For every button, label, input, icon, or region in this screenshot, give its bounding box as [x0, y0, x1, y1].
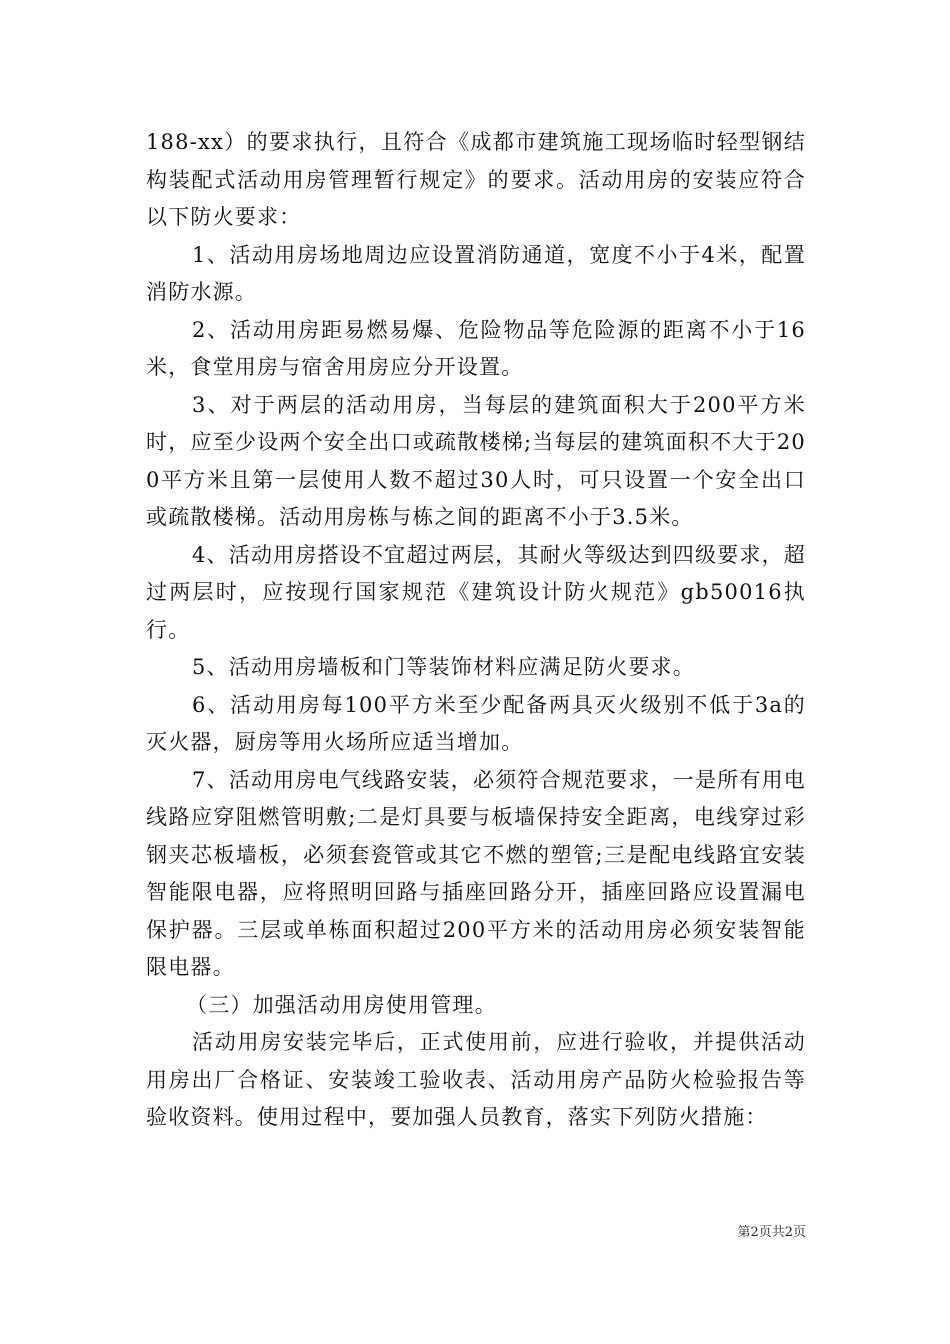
paragraph-item-6: 6、活动用房每100平方米至少配备两具灭火级别不低于3a的灭火器，厨房等用火场所应适当增加。	[146, 692, 806, 754]
paragraph-item-3: 3、对于两层的活动用房，当每层的建筑面积大于200平方米时，应至少设两个安全出口或疏散楼梯;当每层的建筑面积不大于200平方米且第一层使用人数不超过30人时，可只设置一个安全出口或疏散楼梯。活动用房栋与栋之间的距离不小于3.5米。	[146, 392, 806, 529]
paragraph-usage: 活动用房安装完毕后，正式使用前，应进行验收，并提供活动用房出厂合格证、安装竣工验收表、活动用房产品防火检验报告等验收资料。使用过程中，要加强人员教育，落实下列防火措施：	[146, 1030, 806, 1129]
paragraph-item-5: 5、活动用房墙板和门等装饰材料应满足防火要求。	[192, 655, 695, 679]
page-number: 第2页共2页	[737, 1225, 806, 1240]
paragraph-item-1: 1、活动用房场地周边应设置消防通道，宽度不小于4米，配置消防水源。	[146, 242, 806, 304]
paragraph-item-7: 7、活动用房电气线路安装，必须符合规范要求，一是所有用电线路应穿阻燃管明敷;二是灯具要与板墙保持安全距离，电线穿过彩钢夹芯板墙板，必须套瓷管或其它不燃的塑管;三是配电线路宜安装智能限电器，应将照明回路与插座回路分开，插座回路应设置漏电保护器。三层或单栋面积超过200平方米的活动用房必须安装智能限电器。	[146, 767, 806, 979]
paragraph-item-4: 4、活动用房搭设不宜超过两层，其耐火等级达到四级要求，超过两层时，应按现行国家规范《建筑设计防火规范》gb50016执行。	[146, 542, 806, 642]
paragraph-item-2: 2、活动用房距易燃易爆、危险物品等危险源的距离不小于16米，食堂用房与宿舍用房应分开设置。	[146, 317, 806, 379]
paragraph-intro: 188-xx）的要求执行，且符合《成都市建筑施工现场临时轻型钢结构装配式活动用房管理暂行规定》的要求。活动用房的安装应符合以下防火要求：	[146, 130, 806, 229]
section-heading-3: （三）加强活动用房使用管理。	[186, 992, 497, 1017]
document-body	[146, 124, 806, 1137]
